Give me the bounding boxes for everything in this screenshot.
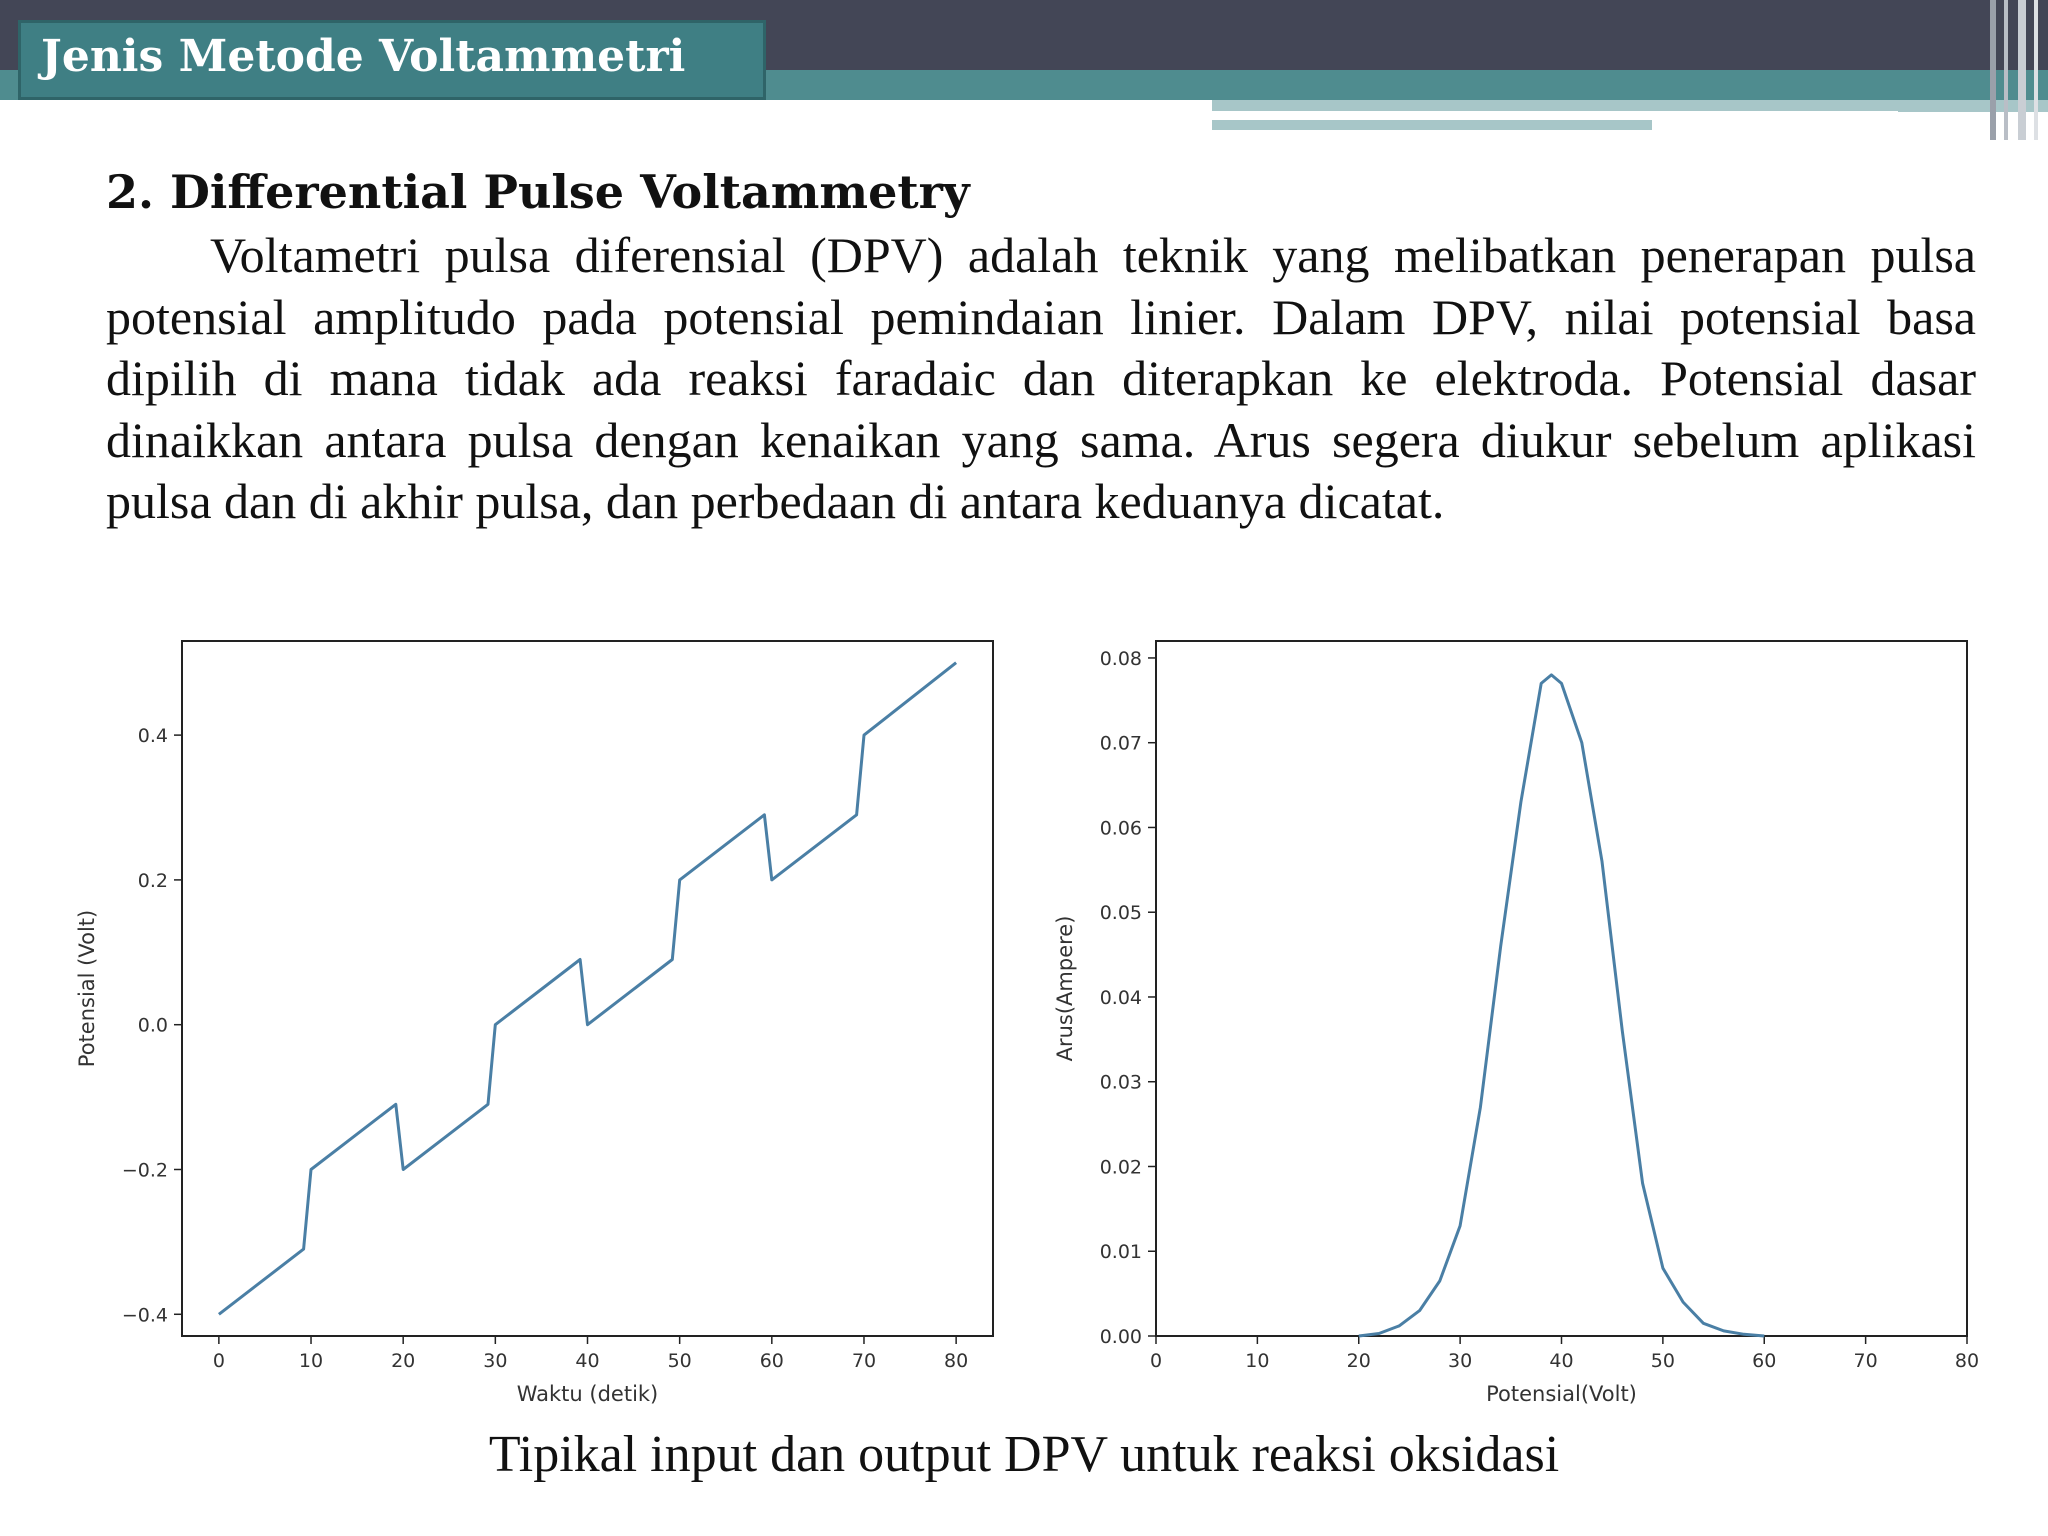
left-chart-y-tick-label: 0.2 <box>137 869 168 892</box>
body-paragraph: Voltametri pulsa diferensial (DPV) adalah teknik yang melibatkan penerapan pulsa potensial amplitudo pada potensial pemindaian linier. Dalam DPV, nilai potensial basa dipilih di mana tidak ada reaksi faradaic dan diterapkan ke elektroda. Potensial dasar dinaikkan antara pulsa dengan kenaikan yang sama. Arus segera diukur sebelum aplikasi pulsa dan di akhir pulsa, dan perbedaan di antara keduanya dicatat. <box>106 227 1976 529</box>
right-chart-plot-frame <box>1156 641 1967 1336</box>
right-chart-y-tick-label: 0.02 <box>1099 1156 1142 1179</box>
section-heading: 2. Differential Pulse Voltammetry <box>106 165 970 219</box>
left-chart-x-tick-label: 70 <box>851 1350 877 1372</box>
header-right-stripe <box>1990 0 1996 140</box>
left-chart-y-axis-label: Potensial (Volt) <box>75 909 99 1068</box>
left-chart-y-tick-label: 0.0 <box>137 1014 168 1037</box>
left-chart-x-tick-label: 60 <box>759 1350 784 1372</box>
figure-caption: Tipikal input dan output DPV untuk reaksi oksidasi <box>488 1426 1560 1483</box>
right-chart-x-axis-label: Potensial(Volt) <box>1486 1382 1637 1406</box>
slide-title-box <box>18 20 766 100</box>
left-chart-x-axis-label: Waktu (detik) <box>516 1382 659 1406</box>
right-chart-y-tick-label: 0.06 <box>1099 817 1142 840</box>
right-chart-y-tick-label: 0.04 <box>1099 986 1142 1009</box>
left-chart-x-tick-label: 10 <box>298 1350 324 1372</box>
slide-title: Jenis Metode Voltammetri <box>41 31 686 82</box>
right-chart-y-tick-label: 0.05 <box>1099 902 1142 925</box>
current-vs-potential-chart <box>1050 630 2000 1410</box>
left-chart-y-tick-label: −0.2 <box>121 1159 168 1182</box>
right-chart-x-tick-label: 50 <box>1650 1350 1675 1372</box>
left-chart-x-tick-label: 20 <box>391 1350 416 1372</box>
right-chart-y-tick-label: 0.03 <box>1099 1071 1142 1094</box>
right-chart-x-tick-label: 80 <box>1954 1350 1980 1372</box>
left-chart-plot-frame <box>182 641 993 1336</box>
header-light-band-lower <box>1212 120 1652 130</box>
right-chart-y-tick-label: 0.08 <box>1099 647 1142 670</box>
left-chart-x-tick-label: 0 <box>212 1350 225 1372</box>
header-right-stripe <box>2034 0 2038 140</box>
left-chart-x-tick-label: 80 <box>944 1350 969 1372</box>
left-chart-y-tick-label: −0.4 <box>121 1304 168 1327</box>
right-chart-x-tick-label: 20 <box>1346 1350 1371 1372</box>
right-chart-x-tick-label: 0 <box>1149 1350 1163 1372</box>
potential-vs-time-chart <box>70 630 1010 1410</box>
left-chart-x-tick-label: 40 <box>575 1350 600 1372</box>
right-chart-y-tick-label: 0.01 <box>1099 1241 1142 1264</box>
left-chart-series-line <box>219 663 956 1315</box>
header-white-stripe <box>1212 111 1898 117</box>
right-chart-y-axis-label: Arus(Ampere) <box>1053 915 1077 1062</box>
right-chart-x-tick-label: 10 <box>1245 1350 1270 1372</box>
right-chart-x-tick-label: 40 <box>1549 1350 1574 1372</box>
right-chart-x-tick-label: 30 <box>1448 1350 1473 1372</box>
left-chart-x-tick-label: 30 <box>483 1350 508 1372</box>
right-chart-series-line <box>1359 675 1765 1336</box>
right-chart-x-tick-label: 70 <box>1853 1350 1878 1372</box>
right-chart-y-tick-label: 0.07 <box>1099 732 1142 755</box>
header-light-band <box>1212 100 2048 112</box>
right-chart-x-tick-label: 60 <box>1752 1350 1777 1372</box>
left-chart-y-tick-label: 0.4 <box>137 725 168 748</box>
header-right-stripe <box>2004 0 2008 140</box>
header-right-stripe <box>2018 0 2026 140</box>
left-chart-x-tick-label: 50 <box>667 1350 692 1372</box>
right-chart-y-tick-label: 0.00 <box>1099 1326 1142 1348</box>
